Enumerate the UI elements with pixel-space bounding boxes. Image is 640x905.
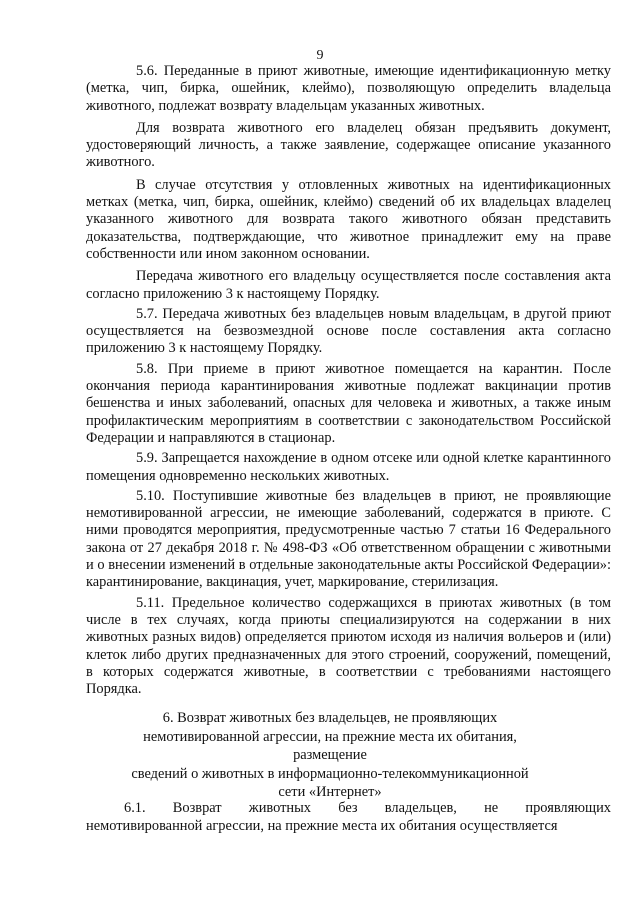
word: животных	[248, 800, 311, 816]
paragraph-6-1-second-line: немотивированной агрессии, на прежние места их обитания осуществляется	[86, 818, 558, 835]
paragraph-6-1	[86, 800, 611, 836]
paragraph-transfer-act: Передача животного его владельцу осуществляется после составления акта согласно приложению 3 к настоящему Порядку.	[86, 268, 611, 302]
heading-line: 6. Возврат животных без владельцев, не проявляющих	[162, 710, 498, 726]
document-body	[86, 63, 611, 703]
word: владельцев,	[384, 800, 457, 816]
word: Возврат	[172, 800, 222, 816]
paragraph-5-8: 5.8. При приеме в приют животное помещается на карантин. После окончания периода карантинирования животные подлежат вакцинации против бешенства и иных заболеваний, опасных для человека и животных, а также иным профилактическим мероприятиям в соответствии с законодательством Российской Федерации и направляются в стационар.	[86, 360, 611, 446]
paragraph-5-10: 5.10. Поступившие животные без владельцев в приют, не проявляющие немотивированной агрессии, не имеющие заболеваний, содержатся в приюте. С ними проводятся мероприятия, предусмотренные частью 7 статьи 16 Федерального закона от 27 декабря 2018 г. № 498-ФЗ «Об ответственном обращении с животными и о внесении изменений в отдельные законодательные акты Российской Федерации»: карантинирование, вакцинация, учет, маркирование, стерилизация.	[86, 487, 611, 591]
paragraph-5-6: 5.6. Переданные в приют животные, имеющие идентификационную метку (метка, чип, бирка, ошейник, клеймо), позволяющую определить владельца животного, подлежат возврату владельцам указанных животных.	[86, 63, 611, 114]
paragraph-5-11: 5.11. Предельное количество содержащихся в приютах животных (в том числе в тех случаях, когда приюты специализируются на содержании в них животных разных видов) определяется приютом исходя из наличия вольеров и (или) клеток либо других предназначенных для этого строений, сооружений, помещений, в которых содержатся животные, в соответствии с требованиями настоящего Порядка.	[86, 594, 611, 698]
word: 6.1.	[124, 800, 146, 816]
heading-line: немотивированной агрессии, на прежние места их обитания, размещение	[143, 728, 517, 763]
word: без	[338, 800, 358, 816]
paragraph-no-id-tags: В случае отсутствия у отловленных животных на идентификационных метках (метка, чип, бирка, ошейник, клеймо) сведений об их владельцах владелец указанного животного для возврата такого животного обязан представить доказательства, подтверждающие, что животное принадлежит ему на праве собственности или ином законном основании.	[86, 176, 611, 262]
paragraph-5-7: 5.7. Передача животных без владельцев новым владельцам, в другой приют осуществляется на безвозмездной основе после составления акта согласно приложению 3 к настоящему Порядку.	[86, 305, 611, 357]
paragraph-5-9: 5.9. Запрещается нахождение в одном отсеке или одной клетке карантинного помещения одновременно нескольких животных.	[86, 450, 611, 484]
heading-line: сети «Интернет»	[278, 784, 382, 800]
paragraph-6-1-first-line	[86, 800, 611, 817]
page-number: 9	[316, 48, 324, 63]
word: не	[484, 800, 499, 816]
paragraph-return-documents: Для возврата животного его владелец обязан предъявить документ, удостоверяющий личность, а также заявление, содержащее описание указанного животного.	[86, 119, 611, 171]
heading-line: сведений о животных в информационно-телекоммуникационной	[131, 765, 529, 782]
section-6-heading	[110, 709, 550, 802]
word: проявляющих	[525, 800, 611, 816]
